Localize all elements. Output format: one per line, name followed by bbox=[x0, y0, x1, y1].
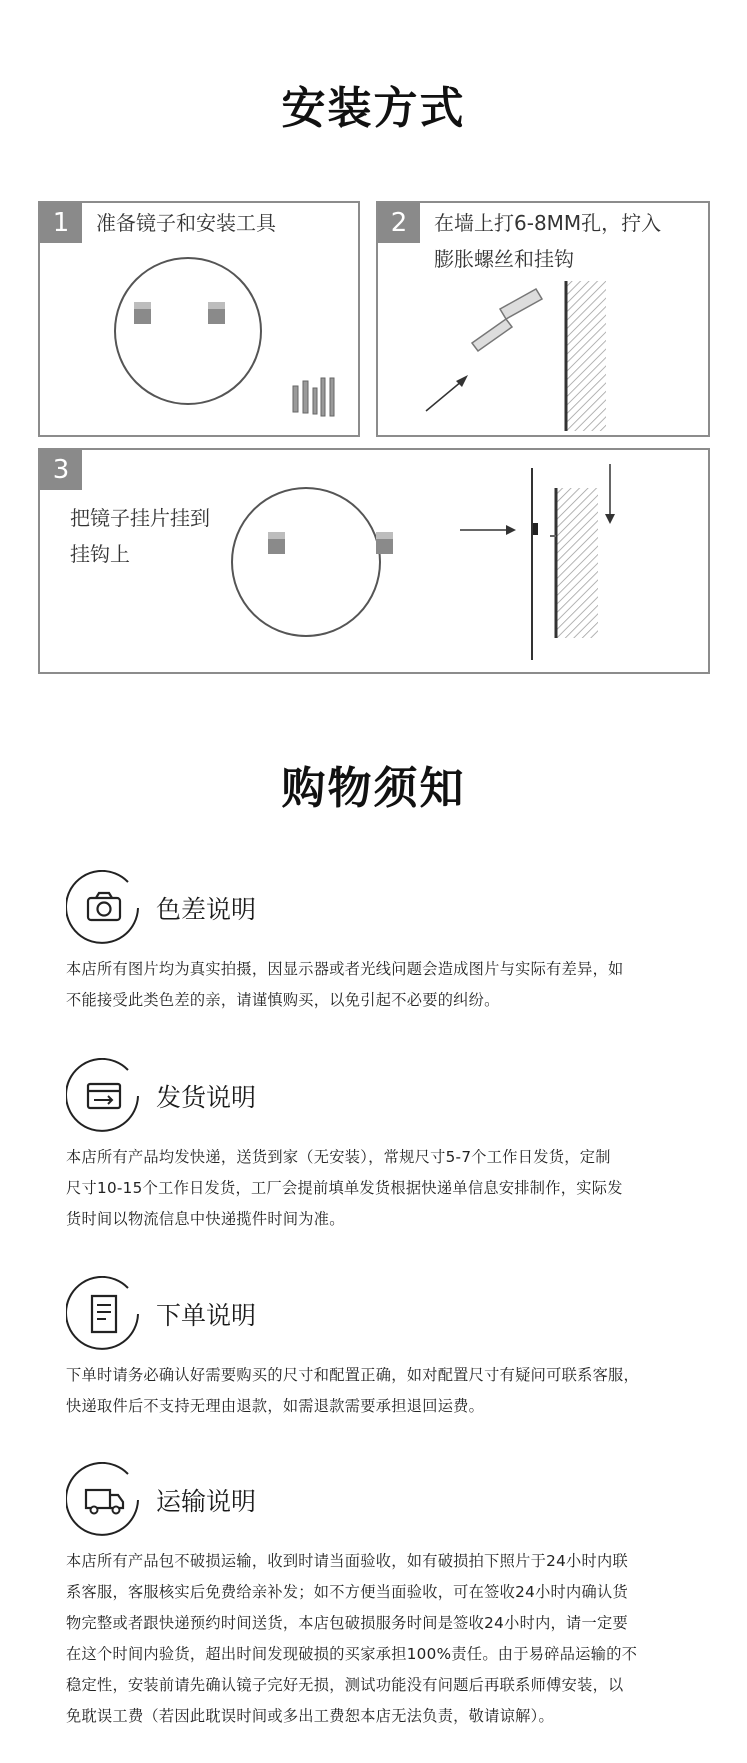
camera-icon bbox=[66, 870, 142, 946]
step-1-text: 准备镜子和安装工具 bbox=[96, 211, 276, 235]
box-arrow-icon bbox=[66, 1058, 142, 1134]
notice-heading-transport: 运输说明 bbox=[156, 1487, 257, 1516]
step-2-illustration bbox=[378, 203, 708, 435]
step-2-number: 2 bbox=[378, 203, 420, 243]
step-3-panel bbox=[38, 448, 710, 674]
screw-tools bbox=[293, 378, 334, 416]
step-3-text-line2: 挂钩上 bbox=[70, 542, 130, 566]
step-2-panel bbox=[376, 201, 710, 437]
truck-icon bbox=[66, 1462, 142, 1538]
notice-body-shipping: 本店所有产品均发快递，送货到家（无安装），常规尺寸5-7个工作日发货，定制 尺寸10-15个工作日发货，工厂会提前填单发货根据快递单信息安排制作，实际发 货时间以物流信息中快递揽件时间为准。 bbox=[66, 1148, 623, 1228]
step-3-number: 3 bbox=[40, 450, 82, 490]
notice-title: 购物须知 bbox=[281, 763, 466, 814]
mirror-circle bbox=[232, 488, 380, 636]
mirror-circle bbox=[115, 258, 261, 404]
wall bbox=[566, 281, 606, 431]
step-1-number: 1 bbox=[40, 203, 82, 243]
wall bbox=[556, 488, 598, 638]
notice-heading-shipping: 发货说明 bbox=[156, 1083, 257, 1112]
step-1-illustration bbox=[40, 203, 358, 435]
notice-body-transport: 本店所有产品包不破损运输，收到时请当面验收，如有破损拍下照片于24小时内联 系客服，客服核实后免费给亲补发；如不方便当面验收，可在签收24小时内确认货 物完整或者跟快递预约时间送货，本店包破损服务时间是签收24小时内，请一定要 在这个时间内验货，超出时间发现破损的买家承担100%责任。由于易碎品运输的不 稳定性，安装前请先确认镜子完好无损，测试功能没有问题后再联系师傅安装，以 免耽误工费（若因此耽误时间或多出工费恕本店无法负责，敬请谅解）。 bbox=[66, 1552, 638, 1725]
notice-heading-color: 色差说明 bbox=[156, 895, 257, 924]
step-1-panel bbox=[38, 201, 360, 437]
notice-heading-order: 下单说明 bbox=[156, 1301, 257, 1330]
step-2-text-line1: 在墙上打6-8MM孔，拧入 bbox=[434, 211, 662, 235]
notice-body-color: 本店所有图片均为真实拍摄，因显示器或者光线问题会造成图片与实际有差异，如 不能接受此类色差的亲，请谨慎购买，以免引起不必要的纠纷。 bbox=[66, 960, 624, 1009]
screw-anchor bbox=[472, 289, 542, 351]
notice-body-order: 下单时请务必确认好需要购买的尺寸和配置正确，如对配置尺寸有疑问可联系客服， 快递取件后不支持无理由退款，如需退款需要承担退回运费。 bbox=[66, 1366, 640, 1415]
step-3-illustration bbox=[40, 450, 708, 672]
document-icon bbox=[66, 1276, 142, 1352]
step-2-text-line2: 膨胀螺丝和挂钩 bbox=[434, 247, 574, 271]
install-title: 安装方式 bbox=[281, 83, 466, 134]
insert-arrow bbox=[426, 381, 462, 411]
step-3-text-line1: 把镜子挂片挂到 bbox=[70, 506, 210, 530]
